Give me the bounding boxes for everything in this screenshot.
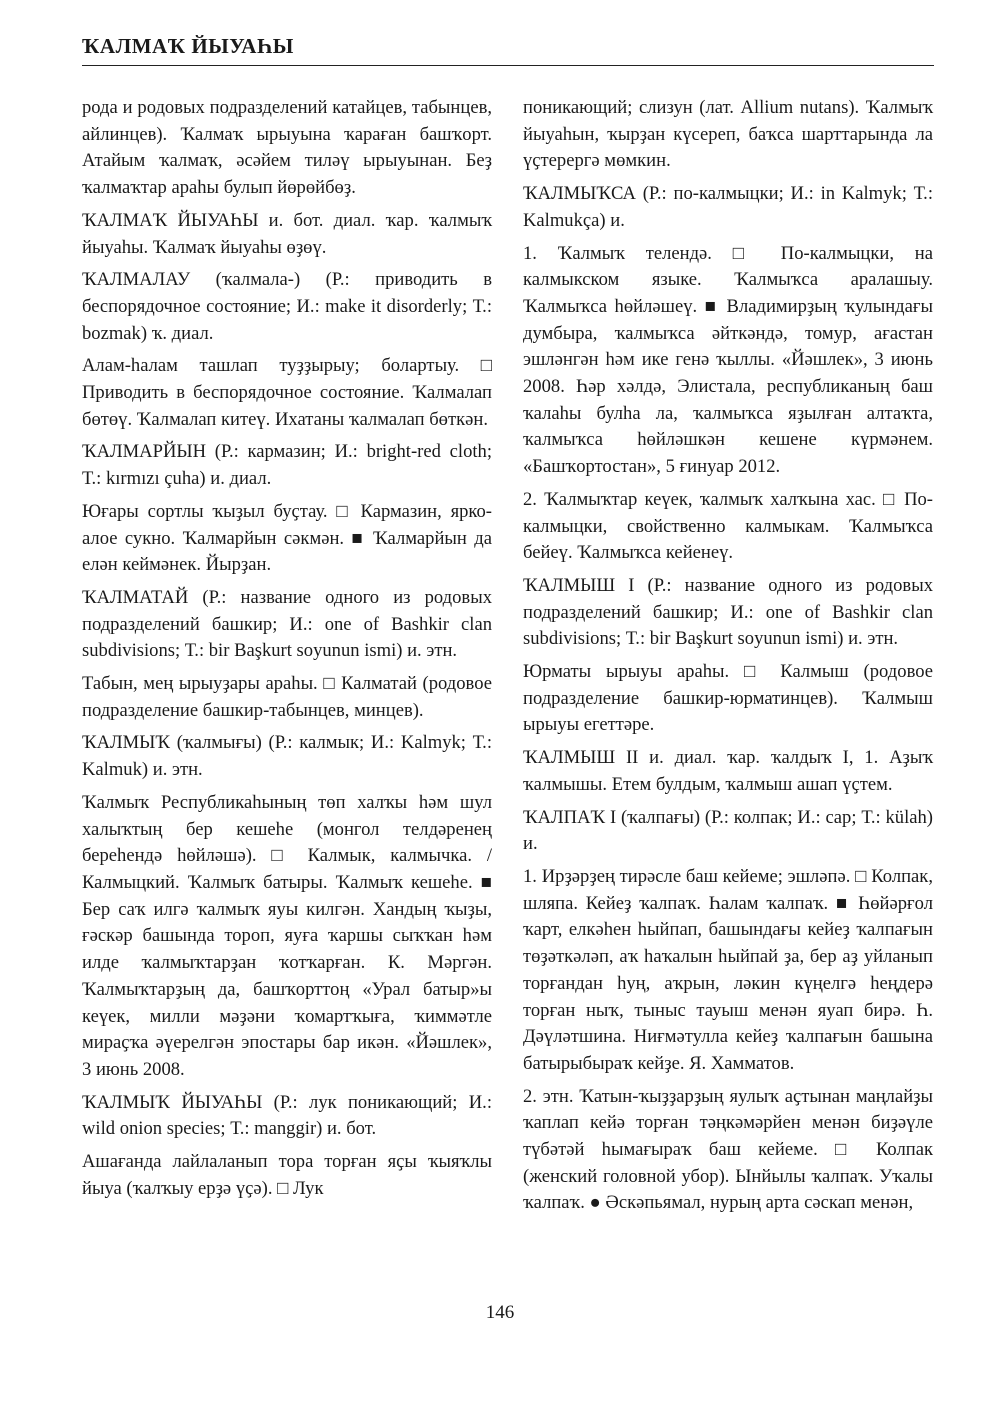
entry-paragraph: ҠАЛМЫҠ (ҡалмығы) (Р.: калмык; И.: Kalmyk; Т.: Kalmuk) и. этн. bbox=[82, 732, 492, 781]
right-column bbox=[523, 95, 933, 1217]
entry-paragraph: поникающий; слизун (лат. Allium nutans). Ҡалмыҡ йыуаһын, ҡырҙан күсереп, баҡса шарттарында ла үҫтерергә мөмкин. bbox=[523, 97, 933, 172]
page-number: 146 bbox=[485, 1302, 515, 1323]
entry-paragraph: ҠАЛМАРЙЫН (Р.: кармазин; И.: bright-red cloth; Т.: kırmızı çuha) и. диал. bbox=[82, 441, 492, 490]
entry-paragraph: Ҡалмыҡ Республикаһының төп халҡы һәм шул халыҡтың бер кешеһе (монгол телдәренең береһендә һөйләшә). □ Калмык, калмычка. / Калмыцкий. Ҡалмыҡ батыры. Ҡалмыҡ кешеһе. ■ Бер саҡ илгә ҡалмыҡ яуы килгән. Хандың ҡыҙы, ғәскәр башында тороп, яуға ҡаршы сыҡҡан һәм илде ҡалмыҡтарҙан ҡотҡарған. К. Мәргән. Ҡалмыҡтарҙың да, башҡорттоң «Урал батыр»ы кеүек, милли мәҙәни ҡомартҡыға, ҡиммәтле мираҫҡа әүерелгән эпостары бар икән. «Йәшлек», 3 июнь 2008. bbox=[82, 791, 492, 1080]
entry-paragraph: 1. Ҡалмыҡ телендә. □ По-калмыцки, на калмыкском языке. Ҡалмыҡса аралашыу. Ҡалмыҡса һөйләшеү. ■ Владимирҙың ҡулындағы думбыра, ҡалмыҡса әйткәндә, томур, ағастан эшләнгән һәм ике генә ҡыллы. «Йәшлек», 3 июнь 2008. Һәр хәлдә, Элистала, республиканың баш ҡалаһы булһа ла, ҡалмыҡса яҙылған алтаҡта, ҡалмыҡса һөйләшкән кешене күрмәнем. «Башҡортостан», 5 ғинуар 2012. bbox=[523, 242, 933, 478]
running-header-title: ҠАЛМАҠ ЙЫУАҺЫ bbox=[82, 34, 294, 58]
entry-paragraph: 1. Ирҙәрҙең тирәсле баш кейеме; эшләпә. □ Колпак, шляпа. Кейеҙ ҡалпаҡ. Һалам ҡалпаҡ. ■ Һөйәрғол ҡарт, елкәһен һыйпап, башындағы кейеҙ ҡалпағын төҙәткәләп, аҡ һаҡалын һыйпай ҙа, бер аҙ уйланып торғандан һуң, аҡрын, ләкин күңелгә һеңдерә торған ныҡ, тыныс тауыш менән яуап бирә. Һ. Дәүләтшина. Ниғмәтулла кейеҙ ҡалпағын башына батырыбыраҡ кейҙе. Я. Хамматов. bbox=[523, 865, 933, 1074]
left-column bbox=[82, 95, 492, 1202]
entry-paragraph: рода и родовых подразделений катайцев, табынцев, айлинцев). Ҡалмаҡ ырыуына ҡараған башҡорт. Атайым ҡалмаҡ, әсәйем тиләү ырыуынан. Беҙ ҡалмаҡтар араһы булып йөрөйбөҙ. bbox=[82, 97, 492, 199]
entry-paragraph: ҠАЛМАЛАУ (ҡалмала-) (Р.: приводить в беспорядочное состояние; И.: make it disorderly; Т.: bozmak) ҡ. диал. bbox=[82, 269, 492, 344]
entry-paragraph: Юрматы ырыуы араһы. □ Калмыш (родовое подразделение башкир-юрматинцев). Ҡалмыш ырыуы егеттәре. bbox=[523, 661, 933, 736]
entry-paragraph: ҠАЛМАҠ ЙЫУАҺЫ и. бот. диал. ҡар. ҡалмыҡ йыуаһы. Ҡалмаҡ йыуаһы өҙөү. bbox=[82, 209, 492, 258]
entry-paragraph: ҠАЛМЫШ II и. диал. ҡар. ҡалдыҡ I, 1. Аҙыҡ ҡалмышы. Етем булдым, ҡалмыш ашап үҫтем. bbox=[523, 747, 933, 795]
entry-paragraph: Табын, мең ырыуҙары араһы. □ Калматай (родовое подразделение башкир-табынцев, минцев). bbox=[82, 673, 492, 721]
entry-paragraph: ҠАЛМЫҠ ЙЫУАҺЫ (Р.: лук поникающий; И.: wild onion species; Т.: manggir) и. бот. bbox=[82, 1091, 492, 1140]
entry-paragraph: ҠАЛМЫҠСА (Р.: по-калмыцки; И.: in Kalmyk; Т.: Kalmukça) и. bbox=[523, 183, 933, 231]
entry-paragraph: ҠАЛМАТАЙ (Р.: название одного из родовых подразделений башкир; И.: one of Bashkir clan subdivisions; Т.: bir Başkurt soyunun ismi) и. этн. bbox=[82, 586, 492, 662]
entry-paragraph: Юғары сортлы ҡыҙыл буҫтау. □ Кармазин, ярко-алое сукно. Ҡалмарйын сәкмән. ■ Ҡалмарйын да елән кеймәнек. Йырҙан. bbox=[82, 500, 492, 576]
entry-paragraph: Алам-һалам ташлап туҙҙырыу; болартыу. □ Приводить в беспорядочное состояние. Ҡалмалап бөтөү. Ҡалмалап китеү. Ихатаны ҡалмалап бөткән. bbox=[82, 355, 492, 430]
entry-paragraph: 2. Ҡалмыҡтар кеүек, ҡалмыҡ халҡына хас. □ По-калмыцки, свойственно калмыкам. Ҡалмыҡса бейеү. Ҡалмыҡса кейенеү. bbox=[523, 488, 933, 564]
running-header bbox=[82, 34, 934, 66]
entry-paragraph: 2. этн. Ҡатын-ҡыҙҙарҙың яулыҡ аҫтынан маңлайҙы ҡаплап кейә торған тәңкәмәрйен менән биҙәүле түбәтәй һымағыраҡ баш кейеме. □ Колпак (женский головной убор). Ынйылы ҡалпаҡ. Уҡалы ҡалпаҡ. ● Әскәпьямал, нурың арта сәскап менән, bbox=[523, 1085, 933, 1214]
entry-paragraph: ҠАЛПАҠ I (ҡалпағы) (Р.: колпак; И.: cap; Т.: külah) и. bbox=[523, 806, 933, 855]
entry-paragraph: Ашағанда лайлаланып тора торған яҫы ҡыяҡлы йыуа (ҡалҡыу ерҙә үҫә). □ Лук bbox=[82, 1151, 492, 1199]
header-rule bbox=[82, 65, 934, 66]
entry-paragraph: ҠАЛМЫШ I (Р.: название одного из родовых подразделений башкир; И.: one of Bashkir clan subdivisions; Т.: bir Başkurt soyunun ismi) и. этн. bbox=[523, 574, 933, 650]
